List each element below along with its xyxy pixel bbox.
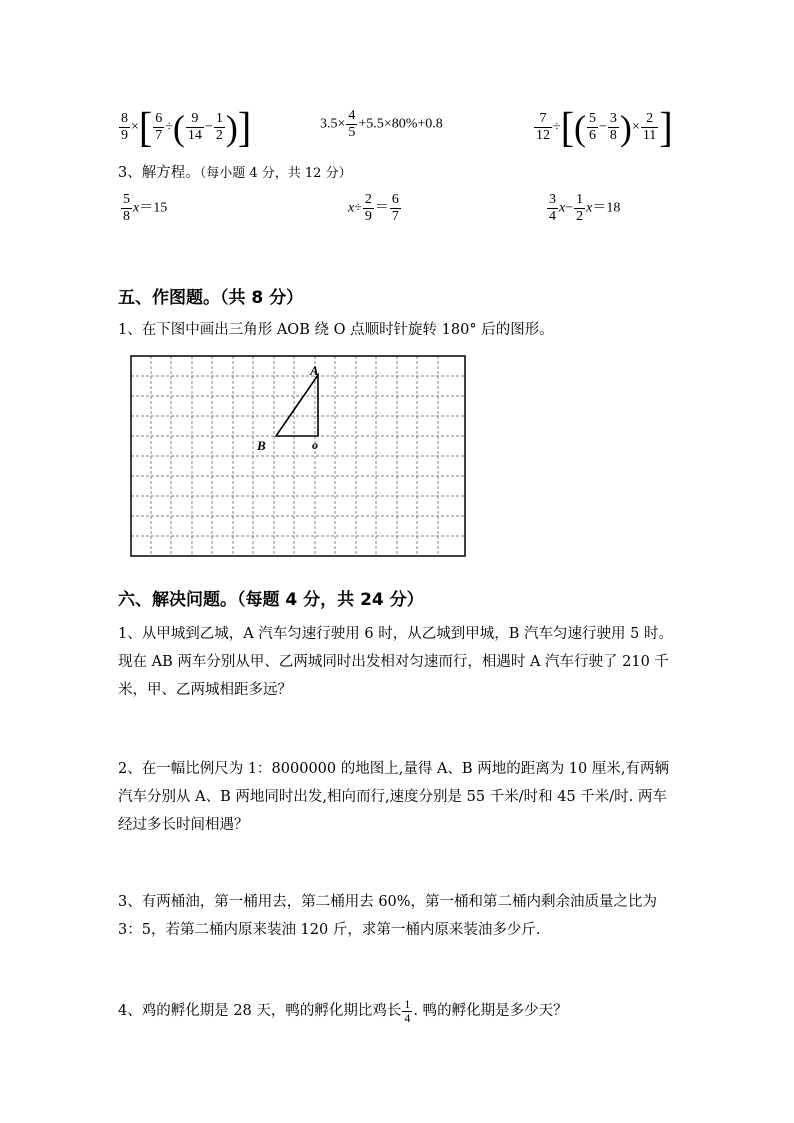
triangle-aob <box>276 375 318 436</box>
section5-heading: 五、作图题。（共 8 分） <box>118 288 304 308</box>
question-3: 3、有两桶油，第一桶用去，第二桶用去 60%，第一桶和第二桶内剩余油质量之比为 3：5，若第二桶内原来装油 120 斤，求第一桶内原来装油多少斤. <box>118 894 658 938</box>
expression-1: $\frac{8}{9}$ ×[ $\frac{6}{7}$ ÷( $\frac{9}{14}$ − $\frac{1}{2}$ )] <box>121 103 252 152</box>
equation-2: x÷ $\frac{2}{9}$ ＝ $\frac{6}{7}$ <box>348 192 399 224</box>
label-a: A <box>310 363 319 378</box>
question-4: 4、鸡的孵化期是 28 天，鸭的孵化期比鸡长 $\frac{1}{4}$ . 鸭的孵化期是多少天？ <box>118 996 568 1025</box>
section6-heading: 六、解决问题。（每题 4 分，共 24 分） <box>118 590 424 610</box>
grid-lines <box>131 356 465 556</box>
equation-1: $\frac{5}{8}$ x＝15 <box>123 192 168 224</box>
equation-3: $\frac{3}{4}$ x− $\frac{1}{2}$ x＝18 <box>549 192 621 224</box>
expression-3: $\frac{7}{12}$ ÷[( $\frac{5}{6}$ − $\frac{3}{8}$ )× $\frac{2}{11}$ ] <box>536 103 673 152</box>
label-o: o <box>312 438 318 452</box>
question-2: 2、在一幅比例尺为 1：8000000 的地图上,量得 A、B 两地的距离为 10 厘米,有两辆汽车分别从 A、B 两地同时出发,相向而行,速度分别是 55 千米/时和 45 千米/时. 两车经过多长时间相遇？ <box>118 761 669 833</box>
section5-question-1: 1、在下图中画出三角形 AOB 绕 O 点顺时针旋转 180° 后的图形。 <box>118 322 554 338</box>
label-b: B <box>257 438 266 453</box>
question-1: 1、从甲城到乙城，A 汽车匀速行驶用 6 时，从乙城到甲城，B 汽车匀速行驶用 5 时。现在 AB 两车分别从甲、乙两城同时出发相对匀速而行，相遇时 A 汽车行驶了 210 千米，甲、乙两城相距多远？ <box>118 626 673 698</box>
section3-title: 3、解方程。（每小题 4 分，共 12 分） <box>118 165 352 181</box>
expression-2: 3.5× $\frac{4}{5}$ +5.5×80%+0.8 <box>320 108 443 140</box>
fraction: $\frac{8}{9}$ <box>121 111 128 143</box>
grid-figure <box>128 353 468 559</box>
